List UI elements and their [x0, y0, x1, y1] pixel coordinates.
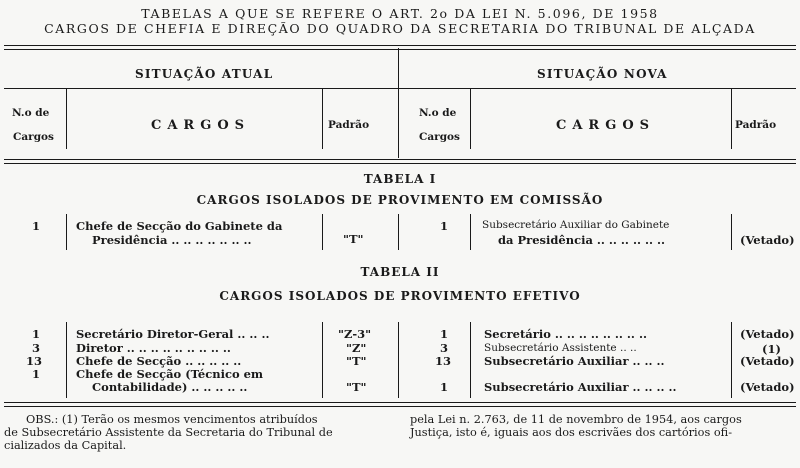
t2-r1-padrao-atual: "Z-3": [338, 327, 372, 341]
top-rule: [4, 45, 796, 46]
t2-r4-padrao-atual: "T": [346, 380, 367, 394]
t2-r4-n-nova: 1: [440, 380, 449, 394]
col-divider: [731, 322, 732, 398]
bottom-rule: [4, 402, 796, 403]
t1-padrao-nova: (Vetado): [740, 233, 795, 247]
table1-subheading: CARGOS ISOLADOS DE PROVIMENTO EM COMISSÃO: [196, 193, 604, 207]
document-title: TABELAS A QUE SE REFERE O ART. 2o DA LEI N. 5.096, DE 1958: [141, 6, 659, 21]
t1-n-nova: 1: [440, 219, 449, 233]
center-divider: [398, 214, 399, 250]
num-cargos-label-nova: N.o de: [419, 107, 457, 119]
t2-r4-cargo-atual-l2: Contabilidade) .. .. .. .. ..: [92, 380, 248, 394]
t1-cargo-nova-l2: da Presidência .. .. .. .. .. ..: [498, 233, 665, 247]
t1-padrao-atual: "T": [343, 232, 364, 246]
col-divider: [66, 214, 67, 250]
num-cargos-label-nova-2: Cargos: [419, 131, 460, 143]
obs-right-line2: Justiça, isto é, iguais aos dos escrivães dos cartórios ofi-: [410, 426, 733, 439]
t2-r4-padrao-nova: (Vetado): [740, 380, 795, 394]
t2-r2-cargo-atual: Diretor .. .. .. .. .. .. .. .. ..: [76, 341, 231, 355]
obs-left-line3: cializados da Capital.: [4, 439, 127, 452]
t2-r3-padrao-nova: (Vetado): [740, 354, 795, 368]
t2-r4-n-atual: 1: [32, 367, 41, 381]
col-divider: [470, 89, 471, 149]
header-rule: [4, 88, 796, 89]
col-divider: [322, 89, 323, 149]
num-cargos-label-atual: N.o de: [12, 107, 50, 119]
t2-r1-n-nova: 1: [440, 327, 449, 341]
table1-heading: TABELA I: [363, 172, 437, 186]
t2-r3-n-atual: 13: [26, 354, 43, 368]
padrao-heading-nova: Padrão: [735, 119, 777, 131]
bottom-rule-double: [4, 406, 796, 407]
t2-r3-padrao-atual: "T": [346, 354, 367, 368]
col-divider: [322, 214, 323, 250]
t2-r2-padrao-atual: "Z": [346, 341, 367, 355]
col-divider: [470, 214, 471, 250]
t1-cargo-atual-l2: Presidência .. .. .. .. .. .. ..: [92, 233, 252, 247]
table2-heading: TABELA II: [360, 265, 440, 279]
t2-r4-cargo-nova: Subsecretário Auxiliar .. .. .. ..: [484, 380, 677, 394]
col-divider: [470, 322, 471, 398]
header-bottom-rule-double: [4, 163, 796, 164]
col-divider: [731, 89, 732, 149]
center-divider: [398, 48, 399, 158]
t2-r1-cargo-nova: Secretário .. .. .. .. .. .. .. ..: [484, 327, 647, 341]
obs-left-line2: de Subsecretário Assistente da Secretaria do Tribunal de: [4, 426, 333, 439]
t1-cargo-nova-l1: Subsecretário Auxiliar do Gabinete: [482, 219, 670, 231]
t2-r1-cargo-atual: Secretário Diretor-Geral .. .. ..: [76, 327, 270, 341]
t2-r1-n-atual: 1: [32, 327, 41, 341]
col-divider: [66, 89, 67, 149]
obs-right-line1: pela Lei n. 2.763, de 11 de novembro de 1954, aos cargos: [410, 413, 742, 426]
t2-r2-n-nova: 3: [440, 341, 449, 355]
header-bottom-rule: [4, 159, 796, 160]
new-situation-heading: SITUAÇÃO NOVA: [537, 67, 668, 81]
col-divider: [66, 322, 67, 398]
padrao-heading-atual: Padrão: [328, 119, 370, 131]
t2-r3-cargo-nova: Subsecretário Auxiliar .. .. ..: [484, 354, 665, 368]
t1-n-atual: 1: [32, 219, 41, 233]
t1-cargo-atual-l1: Chefe de Secção do Gabinete da: [76, 219, 283, 233]
col-divider: [731, 214, 732, 250]
top-rule-double: [4, 49, 796, 50]
table2-subheading: CARGOS ISOLADOS DE PROVIMENTO EFETIVO: [219, 289, 581, 303]
t2-r4-cargo-atual-l1: Chefe de Secção (Técnico em: [76, 367, 264, 381]
t2-r3-cargo-atual: Chefe de Secção .. .. .. .. ..: [76, 354, 242, 368]
t2-r2-n-atual: 3: [32, 341, 41, 355]
num-cargos-label-atual-2: Cargos: [13, 131, 54, 143]
t2-r2-cargo-nova: Subsecretário Assistente .. ..: [484, 342, 637, 354]
t2-r1-padrao-nova: (Vetado): [740, 327, 795, 341]
cargos-heading-nova: CARGOS: [556, 118, 656, 133]
col-divider: [322, 322, 323, 398]
current-situation-heading: SITUAÇÃO ATUAL: [135, 67, 274, 81]
t2-r2-padrao-nova: (1): [762, 342, 781, 356]
t2-r3-n-nova: 13: [435, 354, 452, 368]
obs-left-line1: OBS.: (1) Terão os mesmos vencimentos atribuídos: [26, 413, 318, 426]
document-subtitle: CARGOS DE CHEFIA E DIREÇÃO DO QUADRO DA SECRETARIA DO TRIBUNAL DE ALÇADA: [44, 21, 756, 36]
center-divider: [398, 322, 399, 398]
cargos-heading-atual: CARGOS: [151, 118, 251, 133]
